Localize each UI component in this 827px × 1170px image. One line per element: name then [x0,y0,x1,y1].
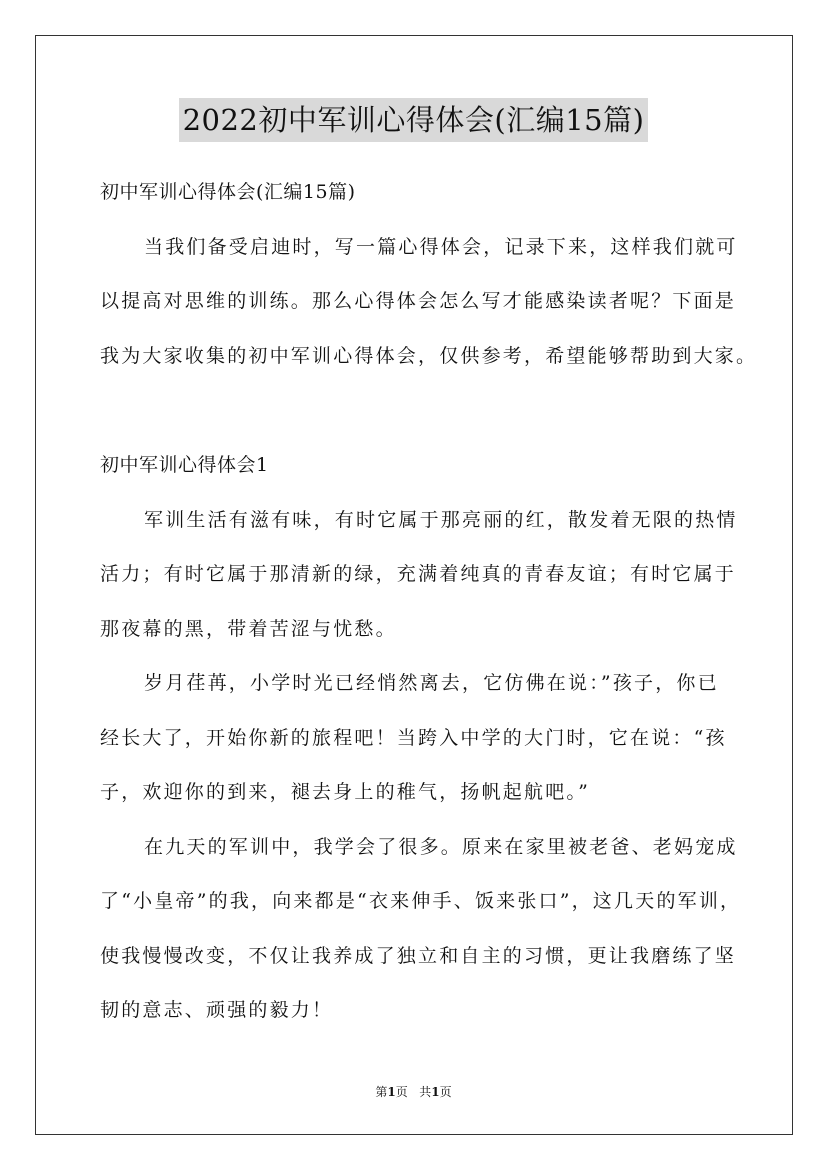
paragraph1-line-2: 活力；有时它属于那清新的绿，充满着纯真的青春友谊；有时它属于 [100,563,737,585]
footer-page-number: 1 [387,1085,396,1099]
intro-line-1: 当我们备受启迪时，写一篇心得体会，记录下来，这样我们就可 [144,236,738,258]
paragraph1-line-1: 军训生活有滋有味，有时它属于那亮丽的红，散发着无限的热情 [144,509,738,531]
paragraph3-line-1: 在九天的军训中，我学会了很多。原来在家里被老爸、老妈宠成 [144,836,738,858]
footer-page-prefix: 第 [375,1085,388,1099]
paragraph2-line-2: 经长大了，开始你新的旅程吧！当跨入中学的大门时，它在说：“孩 [100,727,727,749]
intro-line-2: 以提高对思维的训练。那么心得体会怎么写才能感染读者呢？下面是 [100,290,737,312]
paragraph3-line-2: 了“小皇帝”的我，向来都是“衣来伸手、饭来张口”，这几天的军训， [100,890,742,912]
paragraph2-line-3: 子，欢迎你的到来，褪去身上的稚气，扬帆起航吧。” [100,781,591,803]
paragraph2-line-1: 岁月荏苒，小学时光已经悄然离去，它仿佛在说：”孩子，你已 [144,672,719,694]
page-footer [0,1084,827,1100]
footer-total-pages: 1 [431,1085,440,1099]
title-container [0,98,827,142]
document-subtitle: 初中军训心得体会(汇编15篇) [100,181,356,203]
document-title: 2022初中军训心得体会(汇编15篇) [179,98,649,142]
intro-line-3: 我为大家收集的初中军训心得体会，仅供参考，希望能够帮助到大家。 [100,345,758,367]
footer-page-suffix: 页 [395,1085,408,1099]
paragraph1-line-3: 那夜幕的黑，带着苦涩与忧愁。 [100,618,397,640]
footer-total-prefix: 共 [419,1085,432,1099]
paragraph3-line-4: 韧的意志、顽强的毅力！ [100,999,334,1021]
footer-total-suffix: 页 [439,1085,452,1099]
paragraph3-line-3: 使我慢慢改变，不仅让我养成了独立和自主的习惯，更让我磨练了坚 [100,945,737,967]
section-heading: 初中军训心得体会1 [100,454,269,476]
